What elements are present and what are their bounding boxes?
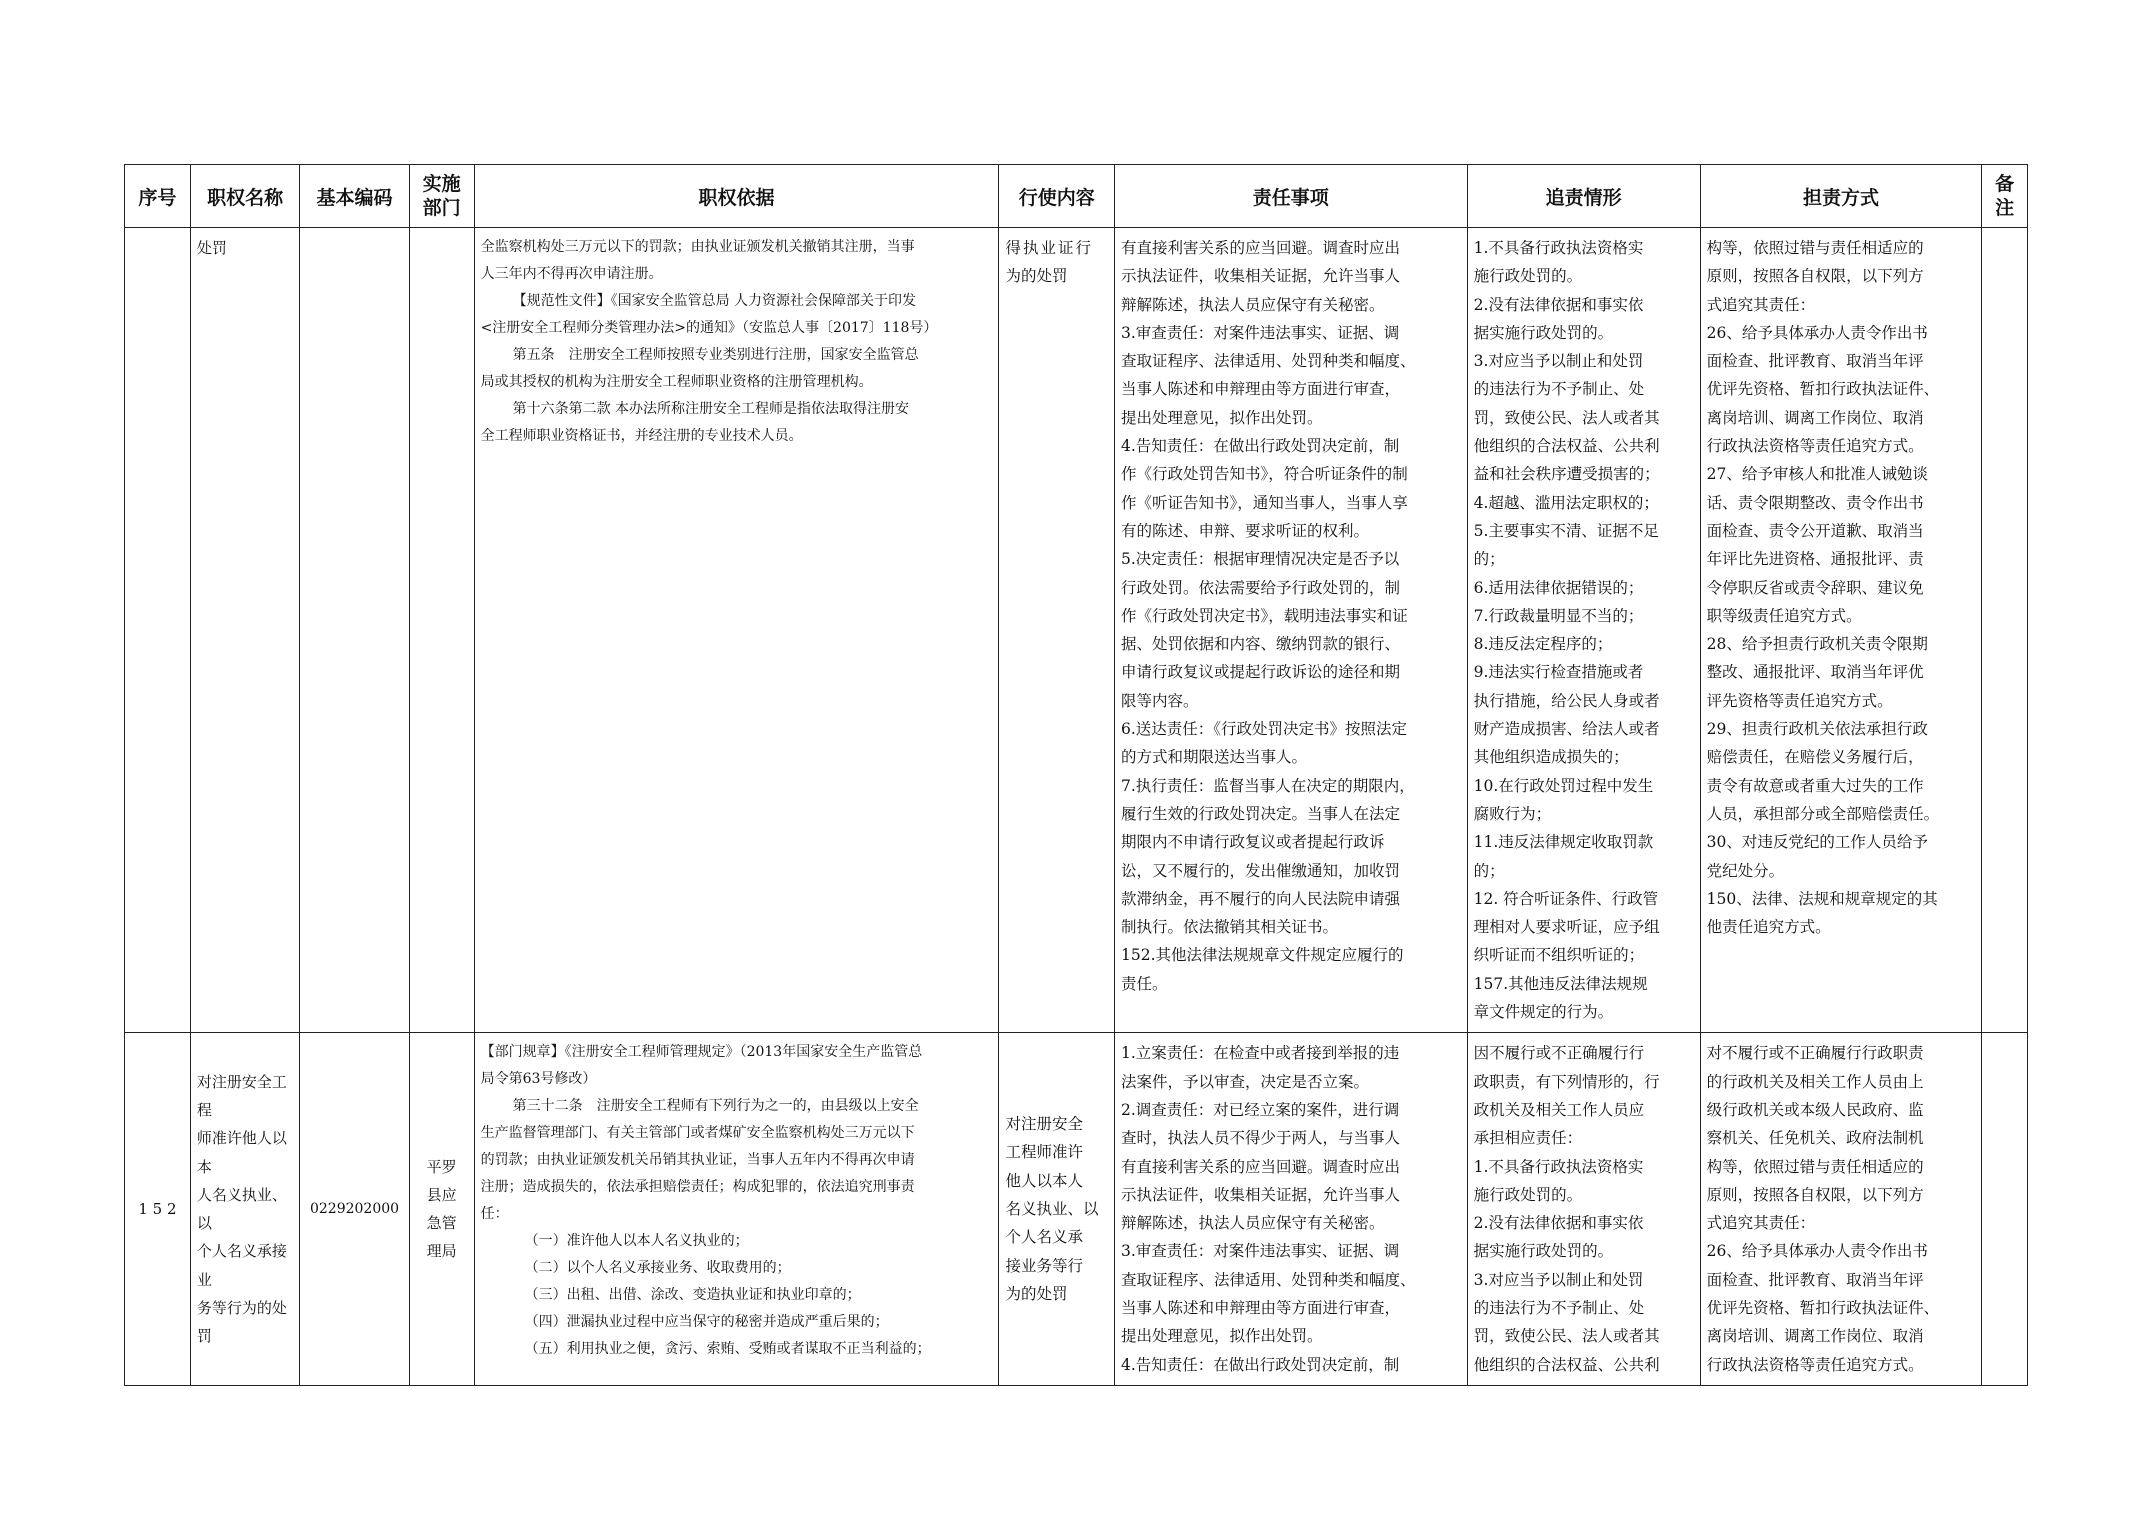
content-line: 得执业证行 — [1005, 239, 1093, 257]
duty-line: 作《听证告知书》，通知当事人，当事人享 — [1120, 493, 1408, 512]
basis-line: 生产监督管理部门、有关主管部门或者煤矿安全监察机构处三万元以下 — [480, 1125, 915, 1142]
cell-liability — [1700, 228, 1982, 1033]
basis-item: （三）出租、出借、涂改、变造执业证和执业印章的； — [524, 1287, 861, 1304]
accountability-line: 12. 符合听证条件、行政管 — [1473, 889, 1659, 908]
accountability-line: 3.对应当予以制止和处罚 — [1473, 1270, 1644, 1289]
cell-code — [300, 228, 409, 1033]
liability-line: 离岗培训、调离工作岗位、取消 — [1706, 408, 1924, 427]
header-content: 行使内容 — [999, 165, 1115, 228]
cell-content — [999, 228, 1115, 1033]
duty-line: 行政处罚。依法需要给予行政处罚的，制 — [1120, 578, 1400, 597]
cell-accountability — [1467, 228, 1700, 1033]
accountability-line: 益和社会秩序遭受损害的； — [1473, 465, 1660, 484]
accountability-line: 3.对应当予以制止和处罚 — [1473, 352, 1644, 371]
accountability-line: 5.主要事实不清、证据不足 — [1473, 521, 1659, 540]
liability-line: 原则，按照各自权限，以下列方 — [1706, 1185, 1924, 1204]
duty-line: 当事人陈述和申辩理由等方面进行审查， — [1120, 1298, 1400, 1317]
cell-content — [999, 1033, 1115, 1386]
liability-line: 评先资格等责任追究方式。 — [1706, 691, 1893, 710]
duty-line: 当事人陈述和申辩理由等方面进行审查， — [1120, 380, 1400, 399]
header-row — [125, 165, 2028, 228]
accountability-line: 因不履行或不正确履行行 — [1473, 1044, 1645, 1063]
liability-line: 式追究其责任： — [1706, 1214, 1816, 1233]
cell-liability — [1700, 1033, 1982, 1386]
accountability-line: 157.其他违反法律法规规 — [1473, 974, 1648, 993]
header-accountability: 追责情形 — [1467, 165, 1700, 228]
duty-line: 有的陈述、申辩、要求听证的权利。 — [1120, 521, 1369, 540]
accountability-line: 其他组织造成损失的； — [1473, 748, 1629, 767]
table-row — [125, 1033, 2028, 1386]
cell-name: 处罚 — [190, 228, 299, 1033]
cell-remark — [1982, 228, 2028, 1033]
duty-line: 限等内容。 — [1120, 691, 1199, 710]
liability-line: 构等，依照过错与责任相适应的 — [1706, 1157, 1924, 1176]
basis-item: （五）利用执业之便，贪污、索贿、受贿或者谋取不正当利益的； — [524, 1341, 931, 1358]
liability-line: 26、给予具体承办人责令作出书 — [1706, 1242, 1928, 1261]
header-remark-text: 备注 — [1995, 173, 2015, 219]
duty-line: 辩解陈述，执法人员应保守有关秘密。 — [1120, 1214, 1385, 1233]
name-line: 对注册安全工程 — [196, 1072, 287, 1119]
cell-seq: 1 5 2 — [125, 1033, 191, 1386]
liability-line: 优评先资格、暂扣行政执法证件、 — [1706, 380, 1940, 399]
duty-line: 2.调查责任：对已经立案的案件，进行调 — [1120, 1100, 1400, 1119]
duty-line: 有直接利害关系的应当回避。调查时应出 — [1120, 1157, 1400, 1176]
cell-dept — [409, 228, 474, 1033]
basis-line: <注册安全工程师分类管理办法>的通知》（安监总人事〔2017〕118号） — [480, 320, 938, 336]
duty-line: 4.告知责任：在做出行政处罚决定前，制 — [1120, 1355, 1400, 1374]
content-line: 个人名义承 — [1005, 1228, 1083, 1247]
duty-line: 7.执行责任：监督当事人在决定的期限内， — [1120, 776, 1415, 795]
duty-line: 辩解陈述，执法人员应保守有关秘密。 — [1120, 295, 1385, 314]
liability-line: 28、给予担责行政机关责令限期 — [1706, 635, 1928, 654]
basis-line: 第三十二条 注册安全工程师有下列行为之一的，由县级以上安全 — [512, 1098, 919, 1115]
accountability-line: 施行政处罚的。 — [1473, 1185, 1583, 1204]
liability-line: 原则，按照各自权限，以下列方 — [1706, 267, 1924, 286]
basis-line: 【规范性文件】《国家安全监管总局 人力资源社会保障部关于印发 — [512, 293, 917, 309]
basis-line: 任： — [480, 1206, 509, 1223]
cell-seq — [125, 228, 191, 1033]
cell-duty — [1114, 1033, 1467, 1386]
liability-line: 面检查、责令公开道歉、取消当 — [1706, 521, 1924, 540]
accountability-line: 的； — [1473, 550, 1505, 569]
liability-line: 他责任追究方式。 — [1706, 918, 1831, 937]
basis-item: （四）泄漏执业过程中应当保守的秘密并造成严重后果的； — [524, 1314, 889, 1331]
dept-line: 县应 — [426, 1185, 457, 1204]
duty-line: 查时，执法人员不得少于两人，与当事人 — [1120, 1129, 1400, 1148]
content-line: 工程师准许 — [1005, 1143, 1083, 1162]
liability-line: 离岗培训、调离工作岗位、取消 — [1706, 1327, 1924, 1346]
header-dept-text: 实施部门 — [422, 173, 461, 219]
header-remark — [1982, 165, 2028, 228]
basis-line: 局令第63号修改） — [480, 1071, 597, 1088]
liability-line: 面检查、批评教育、取消当年评 — [1706, 1270, 1924, 1289]
accountability-line: 1.不具备行政执法资格实 — [1473, 1157, 1644, 1176]
dept-line: 急管 — [426, 1214, 457, 1233]
name-line: 师准许他人以本 — [196, 1129, 287, 1176]
liability-line: 话、责令限期整改、责令作出书 — [1706, 493, 1924, 512]
accountability-line: 2.没有法律依据和事实依 — [1473, 1214, 1644, 1233]
accountability-line: 的违法行为不予制止、处 — [1473, 1298, 1645, 1317]
liability-line: 人员，承担部分或全部赔偿责任。 — [1706, 804, 1940, 823]
accountability-line: 他组织的合法权益、公共利 — [1473, 1355, 1660, 1374]
liability-line: 27、给予审核人和批准人诫勉谈 — [1706, 465, 1928, 484]
accountability-line: 6.适用法律依据错误的； — [1473, 578, 1644, 597]
accountability-line: 10.在行政处罚过程中发生 — [1473, 776, 1654, 795]
accountability-line: 9.违法实行检查措施或者 — [1473, 663, 1644, 682]
cell-accountability — [1467, 1033, 1700, 1386]
duty-line: 3.审查责任：对案件违法事实、证据、调 — [1120, 1242, 1400, 1261]
duty-line: 提出处理意见，拟作出处罚。 — [1120, 408, 1323, 427]
basis-line: 全监察机构处三万元以下的罚款；由执业证颁发机关撤销其注册，当事 — [480, 239, 915, 255]
dept-line: 理局 — [426, 1242, 457, 1261]
accountability-line: 腐败行为； — [1473, 804, 1552, 823]
basis-item: （二）以个人名义承接业务、收取费用的； — [524, 1260, 791, 1277]
duty-line: 提出处理意见，拟作出处罚。 — [1120, 1327, 1323, 1346]
accountability-line: 财产造成损害、给法人或者 — [1473, 720, 1660, 739]
basis-item: （一）准许他人以本人名义执业的； — [524, 1233, 749, 1250]
liability-line: 令停职反省或责令辞职、建议免 — [1706, 578, 1924, 597]
dept-line: 平罗 — [426, 1157, 457, 1176]
accountability-line: 4.超越、滥用法定职权的； — [1473, 493, 1659, 512]
header-duty: 责任事项 — [1114, 165, 1467, 228]
liability-line: 的行政机关及相关工作人员由上 — [1706, 1072, 1924, 1091]
basis-line: 【部门规章】《注册安全工程师管理规定》（2013年国家安全生产监管总 — [480, 1044, 923, 1061]
basis-line: 的罚款；由执业证颁发机关吊销其执业证，当事人五年内不得再次申请 — [480, 1152, 915, 1169]
liability-line: 职等级责任追究方式。 — [1706, 606, 1862, 625]
accountability-line: 罚，致使公民、法人或者其 — [1473, 408, 1660, 427]
cell-code: 0229202000 — [300, 1033, 409, 1386]
basis-line: 全工程师职业资格证书，并经注册的专业技术人员。 — [480, 428, 803, 444]
accountability-line: 罚，致使公民、法人或者其 — [1473, 1327, 1660, 1346]
liability-line: 构等，依照过错与责任相适应的 — [1706, 239, 1924, 257]
liability-line: 级行政机关或本级人民政府、监 — [1706, 1100, 1924, 1119]
liability-line: 党纪处分。 — [1706, 861, 1785, 880]
accountability-line: 据实施行政处罚的。 — [1473, 1242, 1614, 1261]
liability-line: 年评比先进资格、通报批评、责 — [1706, 550, 1924, 569]
table-row — [125, 228, 2028, 1033]
duty-line: 讼，又不履行的，发出催缴通知，加收罚 — [1120, 861, 1400, 880]
duty-line: 查取证程序、法律适用、处罚种类和幅度、 — [1120, 352, 1416, 371]
accountability-line: 2.没有法律依据和事实依 — [1473, 295, 1644, 314]
basis-line: 第十六条第二款 本办法所称注册安全工程师是指依法取得注册安 — [512, 401, 910, 417]
cell-name — [190, 1033, 299, 1386]
liability-line: 行政执法资格等责任追究方式。 — [1706, 1355, 1924, 1374]
liability-line: 式追究其责任： — [1706, 295, 1816, 314]
duty-line: 示执法证件，收集相关证据，允许当事人 — [1120, 267, 1400, 286]
name-line: 个人名义承接业 — [196, 1242, 287, 1289]
duty-line: 查取证程序、法律适用、处罚种类和幅度、 — [1120, 1270, 1416, 1289]
duty-line: 款滞纳金，再不履行的向人民法院申请强 — [1120, 889, 1400, 908]
header-seq: 序号 — [125, 165, 191, 228]
duty-line: 5.决定责任：根据审理情况决定是否予以 — [1120, 550, 1400, 569]
cell-dept — [409, 1033, 474, 1386]
liability-line: 150、法律、法规和规章规定的其 — [1706, 889, 1938, 908]
liability-line: 对不履行或不正确履行行政职责 — [1706, 1044, 1924, 1063]
accountability-line: 11.违反法律规定收取罚款 — [1473, 833, 1654, 852]
content-line: 为的处罚 — [1005, 1284, 1068, 1303]
liability-line: 行政执法资格等责任追究方式。 — [1706, 437, 1924, 456]
authority-table — [124, 164, 2028, 1386]
liability-line: 察机关、任免机关、政府法制机 — [1706, 1129, 1924, 1148]
duty-line: 3.审查责任：对案件违法事实、证据、调 — [1120, 323, 1400, 342]
accountability-line: 施行政处罚的。 — [1473, 267, 1583, 286]
accountability-line: 7.行政裁量明显不当的； — [1473, 606, 1644, 625]
content-line: 为的处罚 — [1005, 267, 1068, 286]
name-line: 人名义执业、以 — [196, 1185, 287, 1233]
duty-line: 152.其他法律法规规章文件规定应履行的 — [1120, 946, 1404, 965]
accountability-line: 章文件规定的行为。 — [1473, 1003, 1614, 1022]
duty-line: 作《行政处罚告知书》，符合听证条件的制 — [1120, 465, 1408, 484]
duty-line: 示执法证件，收集相关证据，允许当事人 — [1120, 1185, 1400, 1204]
accountability-line: 承担相应责任： — [1473, 1129, 1583, 1148]
content-line: 名义执业、以 — [1005, 1199, 1099, 1218]
header-name: 职权名称 — [190, 165, 299, 228]
header-basis: 职权依据 — [474, 165, 999, 228]
duty-line: 有直接利害关系的应当回避。调查时应出 — [1120, 239, 1400, 257]
accountability-line: 据实施行政处罚的。 — [1473, 323, 1614, 342]
liability-line: 赔偿责任，在赔偿义务履行后， — [1706, 748, 1924, 767]
liability-line: 优评先资格、暂扣行政执法证件、 — [1706, 1298, 1940, 1317]
accountability-line: 的违法行为不予制止、处 — [1473, 380, 1645, 399]
accountability-line: 政职责，有下列情形的，行 — [1473, 1072, 1660, 1091]
accountability-line: 织听证而不组织听证的； — [1473, 946, 1645, 965]
header-liability: 担责方式 — [1700, 165, 1982, 228]
basis-line: 第五条 注册安全工程师按照专业类别进行注册，国家安全监管总 — [512, 347, 919, 363]
basis-line: 注册；造成损失的，依法承担赔偿责任；构成犯罪的，依法追究刑事责 — [480, 1179, 915, 1196]
header-code: 基本编码 — [300, 165, 409, 228]
duty-line: 6.送达责任：《行政处罚决定书》按照法定 — [1120, 720, 1408, 739]
liability-line: 26、给予具体承办人责令作出书 — [1706, 323, 1928, 342]
liability-line: 面检查、批评教育、取消当年评 — [1706, 352, 1924, 371]
duty-line: 履行生效的行政处罚决定。当事人在法定 — [1120, 804, 1400, 823]
liability-line: 整改、通报批评、取消当年评优 — [1706, 663, 1924, 682]
basis-line: 局或其授权的机构为注册安全工程师职业资格的注册管理机构。 — [480, 374, 873, 390]
duty-line: 作《行政处罚决定书》，载明违法事实和证 — [1120, 606, 1408, 625]
accountability-line: 他组织的合法权益、公共利 — [1473, 437, 1660, 456]
accountability-line: 执行措施，给公民人身或者 — [1473, 691, 1660, 710]
header-dept — [409, 165, 474, 228]
duty-line: 制执行。依法撤销其相关证书。 — [1120, 918, 1338, 937]
name-line: 务等行为的处罚 — [196, 1298, 287, 1346]
cell-basis — [474, 1033, 999, 1386]
accountability-line: 的； — [1473, 861, 1505, 880]
duty-line: 据、处罚依据和内容、缴纳罚款的银行、 — [1120, 635, 1400, 654]
cell-duty — [1114, 228, 1467, 1033]
duty-line: 1.立案责任：在检查中或者接到举报的违 — [1120, 1044, 1400, 1063]
duty-line: 责任。 — [1120, 974, 1168, 993]
duty-line: 的方式和期限送达当事人。 — [1120, 748, 1307, 767]
duty-line: 申请行政复议或提起行政诉讼的途径和期 — [1120, 663, 1400, 682]
liability-line: 30、对违反党纪的工作人员给予 — [1706, 833, 1928, 852]
accountability-line: 8.违反法定程序的； — [1473, 635, 1613, 654]
basis-line: 人三年内不得再次申请注册。 — [480, 266, 663, 282]
cell-basis — [474, 228, 999, 1033]
accountability-line: 政机关及相关工作人员应 — [1473, 1100, 1645, 1119]
liability-line: 29、担责行政机关依法承担行政 — [1706, 720, 1928, 739]
accountability-line: 理相对人要求听证，应予组 — [1473, 918, 1660, 937]
cell-remark — [1982, 1033, 2028, 1386]
content-line: 对注册安全 — [1005, 1115, 1083, 1134]
duty-line: 4.告知责任：在做出行政处罚决定前，制 — [1120, 437, 1400, 456]
content-line: 他人以本人 — [1005, 1171, 1083, 1190]
duty-line: 法案件，予以审查，决定是否立案。 — [1120, 1072, 1369, 1091]
accountability-line: 1.不具备行政执法资格实 — [1473, 239, 1644, 257]
liability-line: 责令有故意或者重大过失的工作 — [1706, 776, 1924, 795]
duty-line: 期限内不申请行政复议或者提起行政诉 — [1120, 833, 1385, 852]
basis-item-list — [481, 1228, 993, 1363]
content-line: 接业务等行 — [1005, 1256, 1083, 1275]
